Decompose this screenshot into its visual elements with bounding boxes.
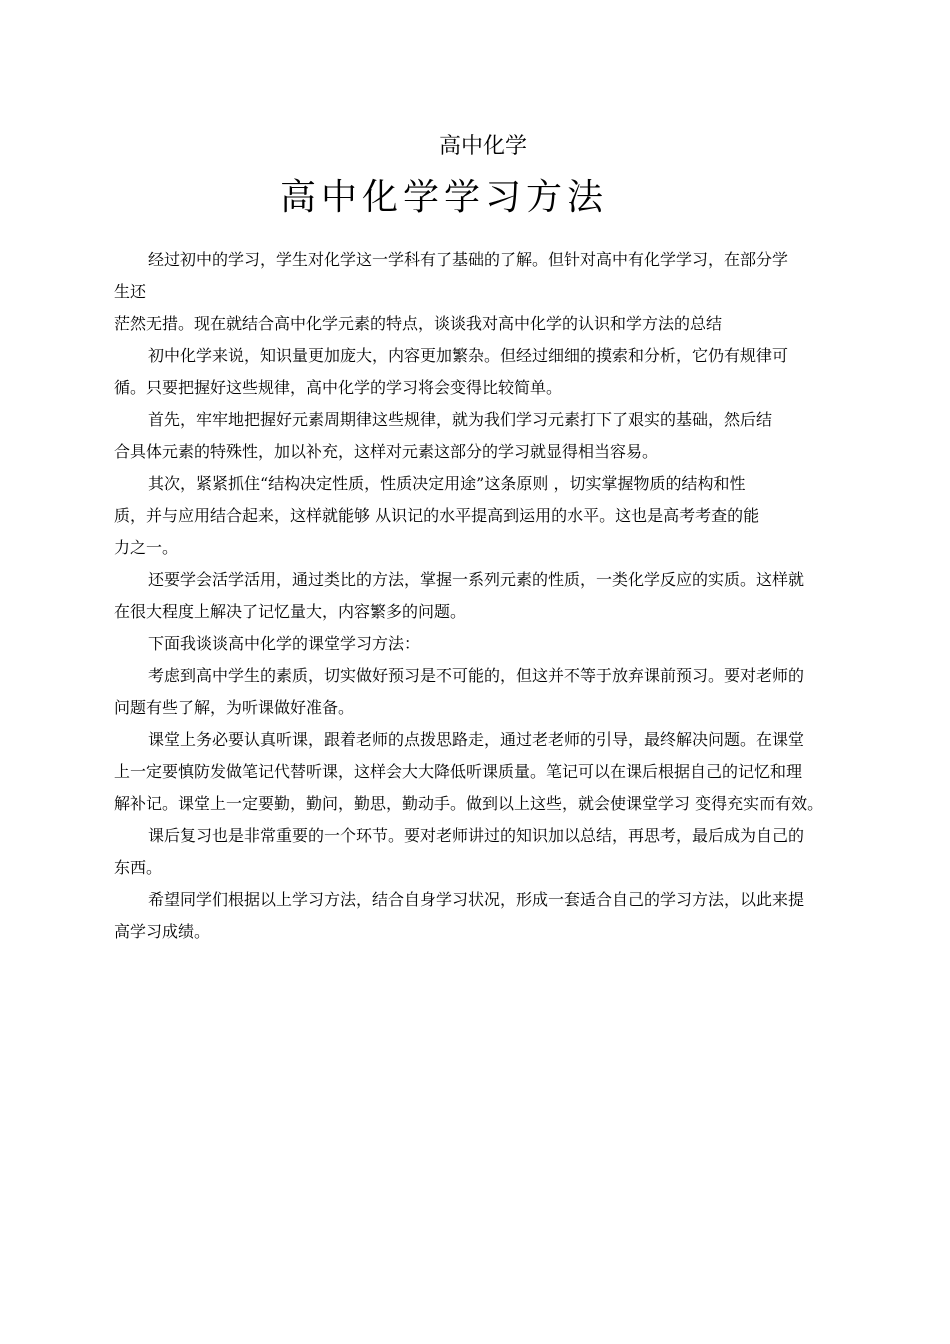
document-body (114, 244, 838, 948)
text-line: 初中化学来说，知识量更加庞大，内容更加繁杂。但经过细细的摸索和分析，它仍有规律可 (148, 346, 789, 365)
document-title: 高中化学学习方法 (280, 177, 609, 218)
text-line: 质，并与应用结合起来，这样就能够 从识记的水平提高到运用的水平。这也是高考考查的能 (114, 506, 760, 525)
text-line: 在很大程度上解决了记忆量大，内容繁多的问题。 (114, 602, 467, 621)
text-line: 其次，紧紧抓住“结构决定性质，性质决定用途”这条原则 ，切实掌握物质的结构和性 (148, 474, 746, 493)
text-line: 茫然无措。现在就结合高中化学元素的特点，谈谈我对高中化学的认识和学方法的总结 (114, 314, 723, 333)
text-line: 问题有些了解，为听课做好准备。 (114, 698, 355, 717)
text-line: 生还 (114, 282, 147, 301)
text-line: 课堂上务必要认真听课，跟着老师的点拨思路走，通过老老师的引导，最终解决问题。在课堂 (148, 730, 805, 749)
text-line: 首先，牢牢地把握好元素周期律这些规律，就为我们学习元素打下了艰实的基础，然后结 (148, 410, 773, 429)
text-line: 高学习成绩。 (114, 922, 211, 941)
text-line: 循。只要把握好这些规律，高中化学的学习将会变得比较简单。 (114, 378, 563, 397)
text-line: 上一定要慎防发做笔记代替听课，这样会大大降低听课质量。笔记可以在课后根据自己的记忆和理 (114, 762, 803, 781)
text-line: 解补记。课堂上一定要勤，勤问，勤思，勤动手。做到以上这些，就会使课堂学习 变得充实而有效。 (114, 794, 824, 813)
text-line: 考虑到高中学生的素质，切实做好预习是不可能的，但这并不等于放弃课前预习。要对老师的 (148, 666, 805, 685)
text-line: 力之一。 (114, 538, 179, 557)
page-header: 高中化学 (438, 134, 527, 159)
text-line: 下面我谈谈高中化学的课堂学习方法： (148, 634, 421, 653)
text-line: 合具体元素的特殊性，加以补充，这样对元素这部分的学习就显得相当容易。 (114, 442, 659, 461)
text-line: 还要学会活学活用，通过类比的方法，掌握一系列元素的性质，一类化学反应的实质。这样就 (148, 570, 805, 589)
text-line: 经过初中的学习，学生对化学这一学科有了基础的了解。但针对高中有化学学习，在部分学 (148, 250, 789, 269)
text-line: 东西。 (114, 858, 163, 877)
text-line: 希望同学们根据以上学习方法，结合自身学习状况，形成一套适合自己的学习方法，以此来提 (148, 890, 805, 909)
text-line: 课后复习也是非常重要的一个环节。要对老师讲过的知识加以总结，再思考，最后成为自己的 (148, 826, 805, 845)
